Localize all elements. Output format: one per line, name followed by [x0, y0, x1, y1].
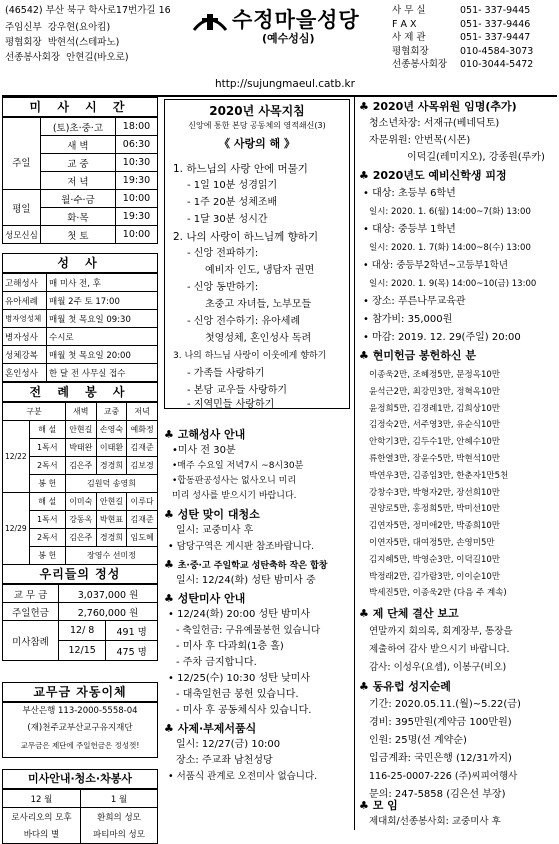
notice-heading-text: 동유럽 성지순례 [372, 680, 451, 693]
altar-table [2, 402, 158, 565]
parish-url[interactable]: http://sujungmaeul.catb.kr [215, 78, 355, 90]
notice-line: • 서품식 관계로 오전미사 없습니다. [168, 771, 318, 782]
notice-line: 장소: 주교좌 남천성당 [176, 755, 273, 766]
donor-row: 김연자5만, 정미애2만, 박종희10만 [369, 521, 500, 532]
notice-line: - 미사 후 다과회(1층 홀) [176, 641, 284, 652]
clubs-icon: ♣ [164, 558, 178, 571]
notice-line: •미사 전 30분 [172, 445, 236, 456]
altar-role: 1독서 [29, 511, 65, 529]
mass-time: 19:30 [116, 208, 158, 226]
clubs-icon: ♣ [359, 100, 373, 113]
attendance-date: 12/15 [59, 641, 106, 661]
pastor-label: 주임신부 [5, 22, 42, 33]
notice-heading [164, 722, 256, 736]
altar-cell: 김재준 [127, 511, 158, 529]
altar-cell: 김은주 [65, 529, 96, 547]
mass-group: 성모신심 [3, 226, 41, 244]
contact-row [392, 45, 557, 59]
altar-cell: 예화정 [127, 421, 158, 439]
mass-time: 10:00 [116, 190, 158, 208]
altar-cell: 이루다 [127, 493, 158, 511]
mass-day: 저 녁 [40, 172, 115, 190]
notice-heading-text: 사제·부제서품식 [177, 722, 257, 735]
notice-heading-text: 초·중·고 주일학교 성탄축하 작은 합창 [177, 561, 328, 571]
altar-role: 1독서 [29, 439, 65, 457]
altar-title: 전 례 봉 사 [2, 382, 158, 402]
notice-line: 경비: 395만원(계약금 100만원) [369, 717, 512, 728]
guide-month: 12 월 [3, 790, 81, 808]
guide-table [2, 789, 158, 844]
clubs-icon: ♣ [359, 607, 373, 620]
notices-right [354, 97, 558, 830]
mass-table [2, 117, 158, 244]
contact-label: 사 제 관 [392, 32, 426, 43]
notice-heading [359, 607, 459, 621]
altar-role: 봉 헌 [29, 475, 65, 493]
table-row [3, 226, 158, 244]
notice-line: • 담당구역은 게시판 참조바랍니다. [168, 541, 315, 552]
notice-line: • 대상: 초등부 6학년 [363, 188, 456, 199]
pastoral-item: - 가족들 사랑하기 [187, 368, 265, 379]
table-row [3, 274, 158, 292]
table-row [3, 493, 158, 511]
council-name: 박현석(스테파노) [47, 37, 120, 48]
notice-line: 청소년차장: 서재규(베네딕토) [369, 118, 500, 129]
sacrament-name: 병자영성체 [3, 310, 47, 328]
pastoral-item: - 1일 10분 성경읽기 [187, 180, 278, 191]
mass-day: 화·목 [40, 208, 115, 226]
notice-line: 입금계좌: 국민은행 (12/31까지) [369, 753, 512, 764]
sacrament-table [2, 273, 158, 382]
notice-heading [359, 100, 517, 114]
altar-role: 해 설 [29, 493, 65, 511]
guide-cell: 파티마의 성모 [81, 826, 158, 844]
service-name: 안현길(바오로) [66, 52, 129, 63]
sacrament-name: 유아세례 [3, 292, 47, 310]
notice-heading [359, 169, 507, 183]
notice-line: 문의: 247-5858 (김은선 부장) [369, 789, 506, 800]
mass-time: 10:30 [116, 154, 158, 172]
altar-cell: 손영숙 [96, 421, 127, 439]
attendance-count: 475 명 [106, 641, 158, 661]
altar-cell: 김원덕 송영희 [65, 475, 157, 493]
notice-line: •매주 수요일 저녁7시 ~8시30분 [172, 461, 304, 471]
notice-line: 연말까지 회의록, 회계장부, 통장을 [369, 626, 513, 637]
sincerity-label: 교 무 금 [3, 585, 59, 603]
account-holder: (재)천주교부산교구유지재단 [27, 723, 133, 733]
altar-cell: 박현표 [96, 511, 127, 529]
notice-heading [359, 680, 451, 694]
notice-heading-text: 모 임 [372, 799, 398, 812]
notice-heading-text: 성탄 맞이 대청소 [177, 508, 260, 521]
pastoral-subtitle: 신앙에 통한 본당 공동체의 영적쇄신(3) [188, 121, 326, 130]
notice-line: 일시: 2020. 1. 9(목) 14:00~10(금) 13:00 [369, 279, 537, 289]
contact-label: 평협회장 [392, 45, 429, 57]
pastoral-item: - 지역민들 사랑하기 [187, 399, 275, 410]
notice-line: 제대회/선종봉사회: 교중미사 후 [369, 816, 501, 827]
donor-row: 이연자5만, 대여정5만, 손영미5만 [369, 537, 495, 548]
donor-row: 박세진5만, 이종욱2만 (다음 주 계속) [369, 588, 507, 599]
altar-head: 새벽 [65, 403, 96, 421]
clubs-icon: ♣ [164, 508, 178, 521]
table-row [3, 364, 158, 382]
attendance-date: 12/ 8 [59, 621, 106, 641]
table-row [3, 826, 158, 844]
notice-line: 116-25-0007-226 (주)씨피여행사 [369, 771, 518, 782]
pastor-name: 강우현(요아킴) [47, 22, 111, 33]
altar-cell: 김은주 [65, 457, 96, 475]
transfer-title: 교무금 자동이체 [2, 682, 158, 702]
mass-day: 새 벽 [40, 136, 115, 154]
notice-line: 일시: 교중미사 후 [176, 525, 254, 536]
sincerity-table [2, 584, 158, 661]
notice-heading-text: 현미헌금 봉헌하신 분 [372, 349, 476, 362]
mass-day: 교 중 [40, 154, 115, 172]
altar-cell: 경경희 [96, 529, 127, 547]
contact-value: 051- 337-9445 [460, 5, 531, 16]
table-row [3, 190, 158, 208]
altar-cell: 장영수 선미정 [65, 547, 157, 565]
altar-head: 교중 [96, 403, 127, 421]
clubs-icon: ♣ [359, 169, 373, 182]
altar-role: 해 설 [29, 421, 65, 439]
pastoral-item: 1. 하느님의 사랑 안에 머물기 [173, 163, 308, 175]
notice-line: 일시: 12/27(금) 10:00 [176, 739, 281, 750]
pastoral-item: - 1주 20분 성체조배 [187, 197, 278, 208]
notice-line: 감사: 이성우(요셉), 이봉구(비오) [369, 662, 507, 673]
table-row [3, 585, 158, 603]
pastoral-item: - 신앙 전파하기: [187, 248, 259, 259]
pastoral-box [164, 99, 350, 409]
donor-row: 김지혜5만, 박영순3만, 이덕길10만 [369, 554, 500, 565]
notice-line: • 대상: 중등부2학년~고등부1학년 [363, 260, 509, 271]
guide-title: 미사안내·청소·차봉사 [2, 769, 158, 789]
notice-heading [164, 592, 245, 606]
sincerity-label: 주일헌금 [3, 603, 59, 621]
table-row [3, 292, 158, 310]
sacrament-time: 매월 첫 목요일 09:30 [47, 310, 158, 328]
mass-time: 18:00 [116, 118, 158, 136]
altar-cell: 김보경 [127, 457, 158, 475]
sacrament-name: 성체강복 [3, 346, 47, 364]
altar-role: 2독서 [29, 457, 65, 475]
clubs-icon: ♣ [359, 680, 373, 693]
pastoral-item: - 1달 30분 성시간 [187, 214, 268, 225]
contact-row [392, 58, 557, 72]
notice-line: 인원: 25명(선 계약순) [369, 735, 467, 746]
table-row [3, 421, 158, 439]
altar-cell: 이태환 [96, 439, 127, 457]
pastoral-item: 2. 나의 사랑이 하느님께 향하기 [173, 231, 319, 243]
notice-line: 일시: 2020. 1. 6(월) 14:00~7(화) 13:00 [369, 207, 531, 217]
donor-row: 권양로5만, 홍정희5만, 박미선10만 [369, 504, 500, 515]
pastoral-item: - 본당 교우들 사랑하기 [187, 385, 288, 396]
contact-value: 010-4584-3073 [460, 45, 534, 57]
table-row [3, 346, 158, 364]
notices-middle [164, 428, 352, 828]
attendance-label: 미사참례 [3, 621, 59, 661]
notice-line: 이덕길(레미지오), 강종원(루카) [407, 152, 545, 163]
notice-line: • 12/25(수) 10:30 성탄 낮미사 [168, 673, 311, 684]
table-row [3, 136, 158, 154]
parish-title: 수정마을성당 [232, 8, 360, 32]
bank-account: 부산은행 113-2000-5558-04 [22, 706, 138, 716]
donor-row: 강창수3만, 박형자2만, 장선희10만 [369, 487, 500, 498]
notice-line: •합동판공성사는 없사오니 미리 [172, 476, 297, 486]
notice-line: - 주차 금지합니다. [176, 657, 257, 668]
altar-cell: 안현길 [65, 421, 96, 439]
donor-row: 이종욱2만, 조혜정5만, 문정옥10만 [369, 370, 500, 380]
notice-line: 자문위원: 안번목(시몬) [369, 135, 471, 146]
altar-head: 저녁 [127, 403, 158, 421]
clubs-icon: ♣ [164, 428, 178, 441]
altar-cell: 임도혜 [127, 529, 158, 547]
sacrament-title: 성 사 [2, 253, 158, 273]
altar-cell: 이미숙 [65, 493, 96, 511]
parish-address: (46542) 부산 북구 학사로17번가길 16 [5, 5, 171, 16]
pastoral-item: - 신앙 전수하기: 유아세례 [187, 316, 301, 327]
sacrament-time: 매월 첫 목요일 20:00 [47, 346, 158, 364]
pastoral-title: 2020년 사목지침 [209, 104, 305, 118]
notice-heading-text: 고해성사 안내 [177, 428, 246, 441]
notice-line: • 장소: 푸른나무교육관 [363, 296, 466, 307]
clubs-icon: ♣ [359, 349, 373, 362]
notice-heading [359, 799, 398, 813]
notice-heading [164, 428, 245, 442]
contact-value: 051- 337-9446 [460, 18, 531, 30]
guide-cell: 로사리오의 모후 [3, 808, 81, 826]
notice-heading-text: 성탄미사 안내 [177, 592, 246, 605]
sacrament-name: 혼인성사 [3, 364, 47, 382]
donor-row: 윤석근2만, 최강민3만, 정혁옥10만 [369, 386, 500, 397]
contact-row [392, 18, 557, 32]
pastoral-item: 초중고 자녀들, 노부모들 [205, 299, 312, 310]
mass-time: 10:00 [116, 226, 158, 244]
notice-line: 일시: 2020. 1. 7(화) 14:00~8(수) 13:00 [369, 243, 531, 253]
table-row [3, 790, 158, 808]
notice-line: - 미사 후 공동체식사 있습니다. [176, 705, 312, 716]
notice-line: • 대상: 중등부 1학년 [363, 224, 456, 235]
notice-heading [359, 349, 476, 363]
sacrament-time: 매 미사 전, 후 [47, 274, 158, 292]
sacrament-time: 한 달 전 사무실 접수 [47, 364, 158, 382]
pastoral-item: - 신앙 동반하기: [187, 282, 259, 293]
notice-heading-text: 2020년 사목위원 임명(추가) [372, 100, 517, 113]
clubs-icon: ♣ [359, 799, 373, 812]
contact-row [392, 4, 557, 18]
transfer-box [2, 702, 158, 758]
altar-role: 2독서 [29, 529, 65, 547]
notice-heading-text: 2020년도 예비신학생 피정 [372, 169, 507, 182]
altar-cell: 안현길 [96, 493, 127, 511]
contact-list [392, 4, 557, 72]
table-row [3, 310, 158, 328]
title-block [192, 4, 387, 46]
donor-row: 박정래2만, 김가람3만, 이이순10만 [369, 571, 500, 582]
table-row [3, 621, 158, 641]
notice-line: 미리 성사를 받으시기 바랍니다. [172, 491, 297, 501]
notice-line: 제출하여 감사 받으시기 바랍니다. [369, 644, 510, 655]
mass-day: (토)초·중·고 [40, 118, 115, 136]
guide-month: 1 월 [81, 790, 158, 808]
donor-row: 박연우3만, 김종임3만, 한춘자1만5천 [369, 470, 509, 481]
mass-time: 19:30 [116, 172, 158, 190]
altar-date: 12/22 [3, 421, 30, 493]
notice-line: • 12/24(화) 20:00 성탄 밤미사 [168, 609, 311, 620]
donor-list [369, 367, 508, 602]
contact-value: 051- 337-9447 [460, 32, 531, 43]
altar-role: 봉 헌 [29, 547, 65, 565]
clubs-icon: ♣ [164, 592, 178, 605]
contact-row [392, 31, 557, 45]
notice-heading [164, 508, 260, 522]
church-logo-icon [192, 8, 228, 34]
sacrament-time: 매월 2주 토 17:00 [47, 292, 158, 310]
notice-heading-text: 제 단체 결산 보고 [372, 607, 459, 620]
altar-date: 12/29 [3, 493, 30, 565]
pastoral-item: 3. 나의 하느님 사랑이 이웃에게 향하기 [173, 351, 327, 361]
service-label: 선종봉사회장 [5, 52, 61, 63]
contact-label: 사 무 실 [392, 5, 426, 16]
council-label: 평협회장 [5, 37, 42, 48]
sincerity-title: 우리들의 정성 [2, 564, 158, 584]
donor-row: 류한열3만, 장윤수5만, 박현석10만 [369, 453, 500, 464]
table-row [3, 328, 158, 346]
sacrament-time: 수시로 [47, 328, 158, 346]
guide-cell: 환희의 성모 [81, 808, 158, 826]
notice-line: • 참가비: 35,000원 [363, 314, 453, 325]
mass-day: 월·수·금 [40, 190, 115, 208]
notice-line: - 축일헌금: 구유예물봉헌 있습니다 [176, 625, 321, 636]
left-column [2, 97, 160, 841]
donor-row: 김정숙2만, 서주영3만, 유순식10만 [369, 420, 500, 431]
notice-heading [164, 558, 328, 573]
table-row [3, 118, 158, 136]
mass-group: 평일 [3, 190, 41, 226]
sacrament-name: 병자성사 [3, 328, 47, 346]
notice-line: 기간: 2020.05.11.(월)~5.22(금) [369, 699, 521, 710]
sincerity-amount: 2,760,000 원 [59, 603, 158, 621]
pastoral-item: 첫영성체, 혼인성사 독려 [205, 333, 312, 344]
table-row [3, 603, 158, 621]
contact-value: 010-3044-5472 [460, 59, 534, 70]
attendance-count: 491 명 [106, 621, 158, 641]
pastoral-theme: 《 사랑의 해 》 [219, 137, 295, 150]
mass-day: 첫 토 [40, 226, 115, 244]
table-row [3, 403, 158, 421]
altar-cell: 박태완 [65, 439, 96, 457]
altar-cell: 강동옥 [65, 511, 96, 529]
altar-head: 구분 [3, 403, 66, 421]
header-left [5, 4, 185, 65]
altar-cell: 경경희 [96, 457, 127, 475]
donor-row: 안학기3만, 김두수1만, 안혜수10만 [369, 437, 500, 448]
contact-label: F A X [392, 18, 417, 30]
mass-title: 미 사 시 간 [2, 97, 158, 117]
altar-cell: 김재준 [127, 439, 158, 457]
transfer-note: 교무금은 제단에 주일헌금은 정성껏! [20, 741, 140, 750]
notice-line: 일시: 12/24(화) 성탄 밤미사 중 [176, 575, 316, 586]
pastoral-item: 예비자 인도, 냉담자 권면 [205, 265, 315, 276]
parish-subtitle: (예수성심) [262, 32, 315, 45]
donor-row: 윤정희5만, 김경례1만, 김희상10만 [369, 403, 500, 414]
notice-line: • 마감: 2019. 12. 29(주일) 20:00 [363, 332, 521, 343]
sincerity-amount: 3,037,000 원 [59, 585, 158, 603]
notice-line: - 대축일헌금 봉헌 있습니다. [176, 689, 299, 700]
sacrament-name: 고해성사 [3, 274, 47, 292]
mass-group: 주일 [3, 136, 41, 190]
table-row [3, 808, 158, 826]
mass-time: 06:30 [116, 136, 158, 154]
contact-label: 선종봉사회장 [392, 59, 448, 70]
clubs-icon: ♣ [164, 722, 178, 735]
guide-cell: 바다의 별 [3, 826, 81, 844]
